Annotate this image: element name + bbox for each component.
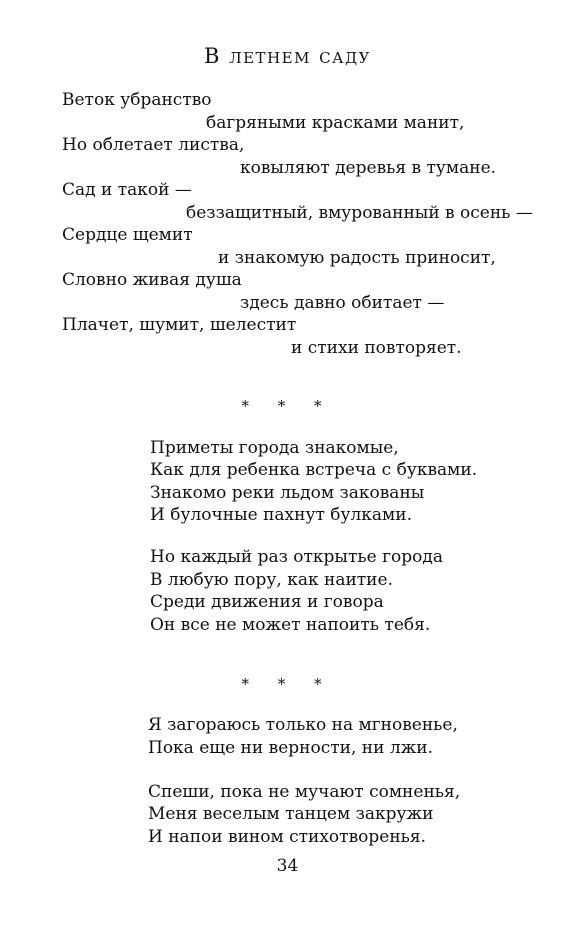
poem1-line: ковыляют деревья в тумане.: [240, 158, 497, 178]
poem2-line: Он все не может напоить тебя.: [150, 615, 431, 635]
poem3-line: Меня веселым танцем закружи: [148, 804, 434, 824]
poem1-line: беззащитный, вмурованный в осень —: [186, 203, 533, 223]
poem2-line: Приметы города знакомые,: [150, 438, 399, 458]
poem1-line: Веток убранство: [62, 90, 212, 110]
poem2-line: В любую пору, как наитие.: [150, 570, 393, 590]
poem3-line: И напои вином стихотворенья.: [148, 827, 427, 847]
poem1-line: Но облетает листва,: [62, 135, 245, 155]
section-separator: * * *: [241, 397, 334, 415]
poem3-line: Спеши, пока не мучают сомненья,: [148, 782, 461, 802]
poem2-line: Среди движения и говора: [150, 592, 384, 612]
poem1-line: и стихи повторяет.: [291, 338, 462, 358]
poem3-line: Пока еще ни верности, ни лжи.: [148, 738, 433, 758]
poem1-line: Сад и такой —: [62, 180, 192, 200]
poem2-line: Знакомо реки льдом закованы: [150, 483, 425, 503]
poem1-line: багряными красками манит,: [206, 113, 465, 133]
poem2-line: И булочные пахнут булками.: [150, 505, 413, 525]
poem3-line: Я загораюсь только на мгновенье,: [148, 715, 458, 735]
poem-title: В летнем саду: [203, 44, 371, 68]
section-separator: * * *: [241, 675, 334, 693]
poem1-line: Сердце щемит: [62, 225, 193, 245]
page-number: 34: [276, 856, 299, 876]
poem1-line: здесь давно обитает —: [240, 293, 445, 313]
poem1-line: и знакомую радость приносит,: [218, 248, 496, 268]
poem1-line: Словно живая душа: [62, 270, 242, 290]
poem2-line: Но каждый раз открытье города: [150, 547, 443, 567]
poem1-line: Плачет, шумит, шелестит: [62, 315, 297, 335]
poem2-line: Как для ребенка встреча с буквами.: [150, 460, 478, 480]
